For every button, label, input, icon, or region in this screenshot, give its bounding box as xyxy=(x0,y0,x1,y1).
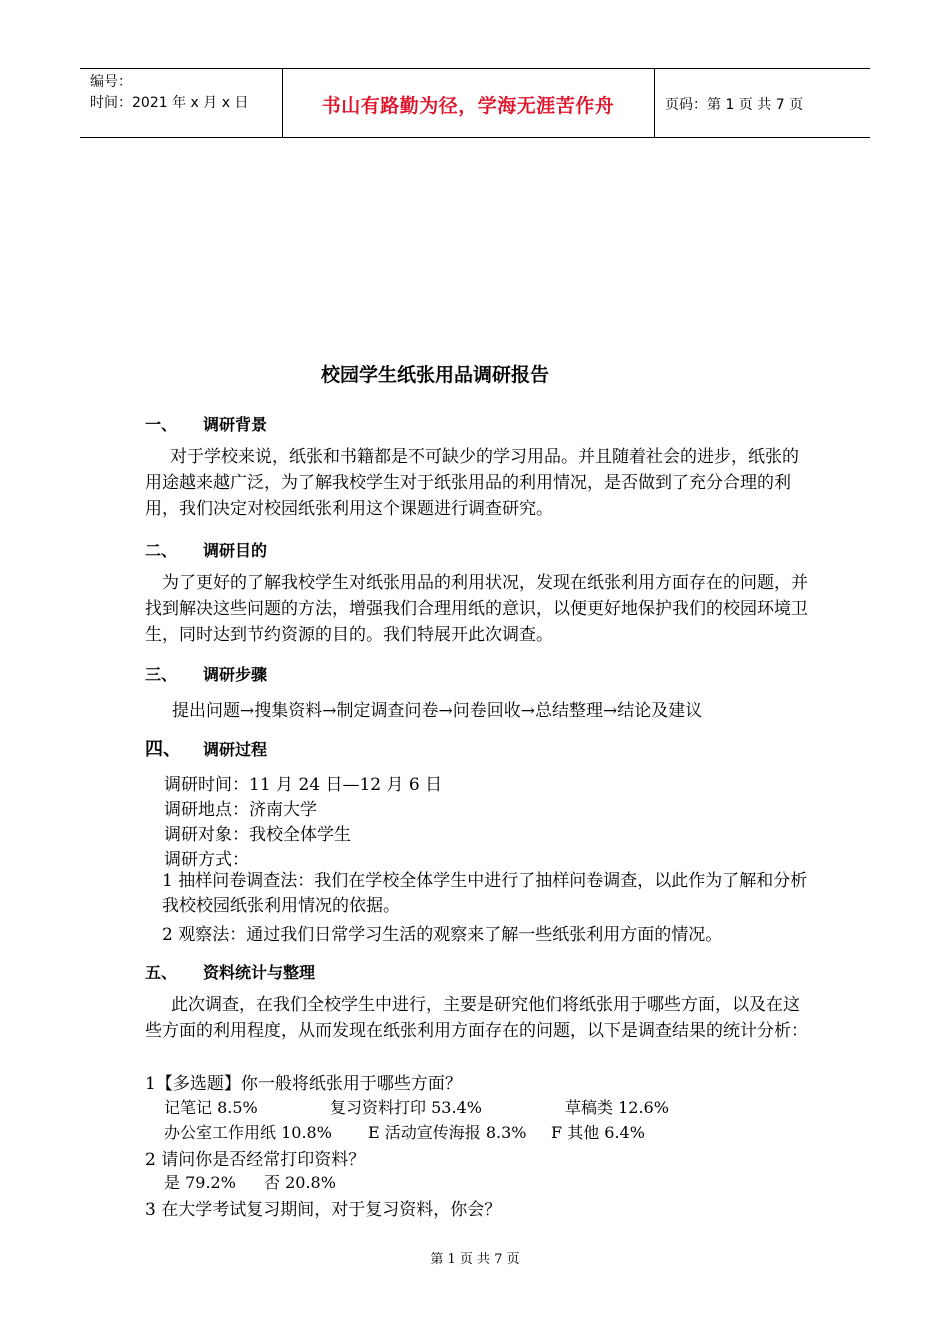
report-title: 校园学生纸张用品调研报告 xyxy=(320,364,549,386)
background-paragraph: 对于学校来说，纸张和书籍都是不可缺少的学习用品。并且随着社会的进步，纸张的用途越来越广泛，为了解我校学生对于纸张用品的利用情况，是否做到了充分合理的利用，我们决定对校园纸张利用这个课题进行调查研究。 xyxy=(145,447,799,519)
section-number: 三、 xyxy=(145,665,178,684)
q1-option: E 活动宣传海报 8.3% xyxy=(368,1123,527,1142)
q2-option: 是 79.2% xyxy=(164,1173,236,1192)
page-header xyxy=(80,68,870,138)
section-heading-purpose xyxy=(145,538,267,561)
purpose-paragraph: 为了更好的了解我校学生对纸张用品的利用状况，发现在纸张利用方面存在的问题，并找到解决这些问题的方法，增强我们合理用纸的意识，以便更好地保护我们的校园环境卫生，同时达到节约资源的目的。我们特展开此次调查。 xyxy=(145,573,808,645)
section-heading-process xyxy=(145,735,267,761)
section-number: 五、 xyxy=(145,963,178,982)
section-heading-steps xyxy=(145,662,267,685)
header-motto: 书山有路勤为径，学海无涯苦作舟 xyxy=(321,95,615,117)
q1-option: 复习资料打印 53.4% xyxy=(330,1098,482,1117)
q1-option: 草稿类 12.6% xyxy=(565,1098,669,1117)
q2-option: 否 20.8% xyxy=(264,1173,336,1192)
question-1: 1【多选题】你一般将纸张用于哪些方面？ xyxy=(145,1074,462,1094)
section-title: 调研目的 xyxy=(203,541,268,560)
section-number: 二、 xyxy=(145,541,178,560)
steps-line: 提出问题→搜集资料→制定调查问卷→问卷回收→总结整理→结论及建议 xyxy=(172,701,703,721)
statistics-intro: 此次调查，在我们全校学生中进行，主要是研究他们将纸张用于哪些方面，以及在这些方面的利用程度，从而发现在纸张利用方面存在的问题，以下是调查结果的统计分析： xyxy=(145,995,808,1041)
question-3: 3 在大学考试复习期间，对于复习资料，你会？ xyxy=(145,1200,502,1220)
q1-option: 办公室工作用纸 10.8% xyxy=(164,1123,332,1142)
process-place: 调研地点：济南大学 xyxy=(164,800,317,820)
section-title: 调研过程 xyxy=(203,740,268,759)
header-divider xyxy=(654,69,655,137)
process-method-2: 2 观察法：通过我们日常学习生活的观察来了解一些纸张利用方面的情况。 xyxy=(162,925,723,945)
header-page-info: 页码：第 1 页 共 7 页 xyxy=(665,97,804,113)
section-title: 调研步骤 xyxy=(203,665,268,684)
section-heading-statistics xyxy=(145,960,315,983)
section-number: 一、 xyxy=(145,415,178,434)
section-heading-background xyxy=(145,412,267,435)
process-method-label: 调研方式： xyxy=(164,850,249,870)
page-footer: 第 1 页 共 7 页 xyxy=(430,1252,520,1267)
q1-option: F 其他 6.4% xyxy=(551,1123,645,1142)
header-left xyxy=(90,72,248,114)
document-time-label: 时间：2021 年 x 月 x 日 xyxy=(90,95,249,111)
section-title: 调研背景 xyxy=(203,415,268,434)
process-time: 调研时间：11 月 24 日—12 月 6 日 xyxy=(164,775,443,795)
q1-option: 记笔记 8.5% xyxy=(164,1098,258,1117)
process-method-1: 1 抽样问卷调查法：我们在学校全体学生中进行了抽样问卷调查，以此作为了解和分析我校校园纸张利用情况的依据。 xyxy=(162,871,808,916)
document-number-label: 编号： xyxy=(90,74,132,90)
section-title: 资料统计与整理 xyxy=(203,963,316,982)
question-2: 2 请问你是否经常打印资料？ xyxy=(145,1150,366,1170)
section-number: 四、 xyxy=(145,739,181,760)
process-target: 调研对象：我校全体学生 xyxy=(164,825,351,845)
